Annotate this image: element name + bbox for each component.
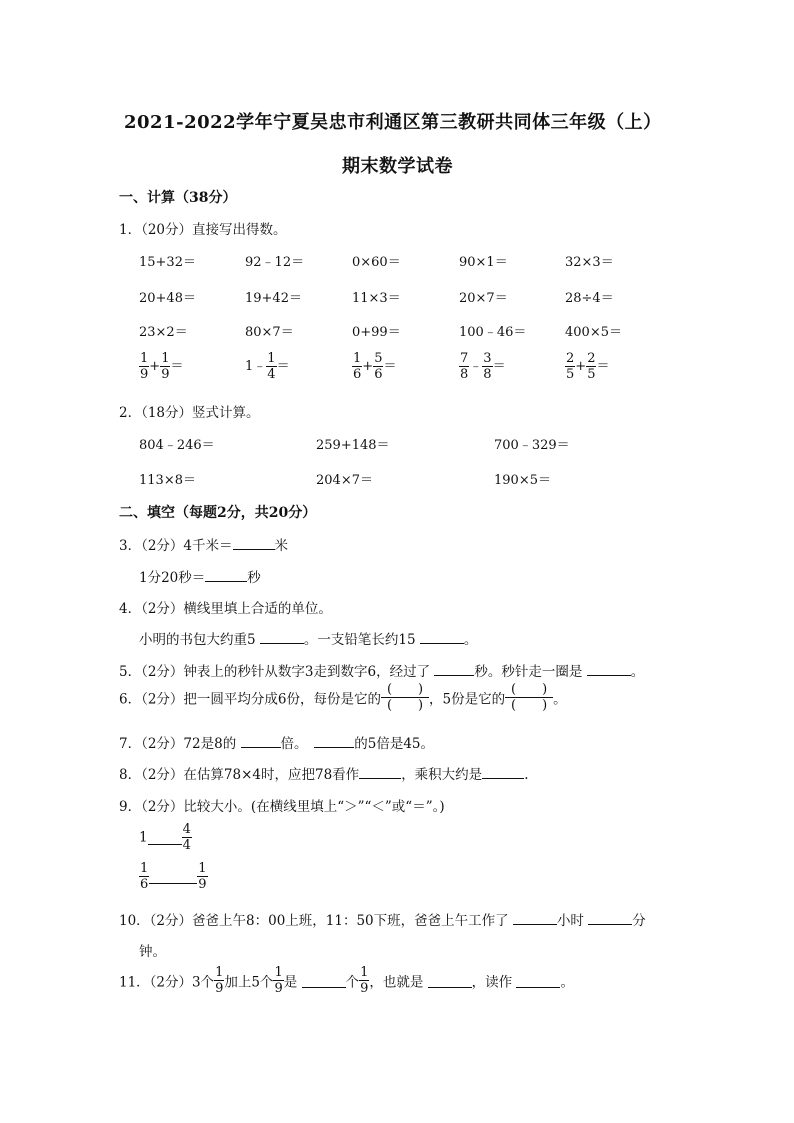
q1-fraction-item-3: $\frac{1}{6}$ + $\frac{5}{6}$ ＝: [353, 351, 397, 382]
q1-fraction-item-1: $\frac{1}{9}$ + $\frac{1}{9}$ ＝: [140, 351, 184, 382]
question-10-line-b: 钟。: [139, 944, 166, 960]
answer-blank[interactable]: [516, 973, 560, 988]
q1-item: 19+42＝: [245, 291, 302, 306]
q1-item: 15+32＝: [139, 255, 196, 270]
question-9-row-2: [139, 862, 208, 891]
q1-item: 23×2＝: [139, 325, 188, 340]
q2-item: 804﹣246＝: [139, 438, 215, 453]
q1-fraction-item-4: $\frac{7}{8}$ ﹣ $\frac{3}{8}$ ＝: [460, 351, 506, 382]
q1-item: 100﹣46＝: [459, 325, 527, 340]
question-5: 5．（2分）钟表上的秒针从数字3走到数字6，经过了 秒。秒针走一圈是 。: [119, 660, 644, 680]
q2-item: 204×7＝: [316, 473, 373, 488]
fraction: $\frac{1}{6}$: [140, 861, 149, 892]
q1-item: 28÷4＝: [565, 291, 614, 306]
q1-item: 90×1＝: [459, 255, 508, 270]
q2-item: 190×5＝: [494, 473, 551, 488]
answer-blank[interactable]: [314, 733, 354, 748]
answer-blank[interactable]: [482, 764, 524, 779]
question-4-stem: 4．（2分）横线里填上合适的单位。: [119, 601, 332, 617]
fraction: $\frac{1}{9}$: [161, 351, 170, 382]
answer-blank[interactable]: [420, 629, 464, 644]
q2-item: 700﹣329＝: [494, 438, 570, 453]
answer-blank[interactable]: [359, 764, 401, 779]
question-9-row-1: 1 $\frac{4}{4}$: [139, 822, 191, 853]
fraction: $\frac{1}{9}$: [198, 861, 207, 892]
fraction: $\frac{1}{6}$: [353, 351, 362, 382]
q1-item: 32×3＝: [565, 255, 614, 270]
q1-item: 92﹣12＝: [245, 255, 305, 270]
question-10-line-a: 10．（2分）爸爸上午8：00上班，11：50下班，爸爸上午工作了 小时 分: [119, 909, 646, 929]
answer-blank[interactable]: [513, 910, 557, 925]
question-6: 6．（2分）把一圆平均分成6份，每份是它的 $\frac{( )}{( )}$ ，5份是它的 $\frac{( )}{( )}$ 。: [119, 682, 567, 713]
q1-item: 0+99＝: [352, 325, 401, 340]
q1-item: 20+48＝: [139, 291, 196, 306]
fraction: $\frac{1}{4}$: [267, 351, 276, 382]
q1-item: 0×60＝: [352, 255, 401, 270]
question-9-stem: 9．（2分）比较大小。(在横线里填上“＞”“＜”或“＝”。): [119, 799, 445, 815]
question-3-line-a: 3．（2分）4千米＝ 米: [119, 534, 288, 554]
question-3-line-b: 1分20秒＝ 秒: [139, 566, 261, 586]
answer-blank[interactable]: [588, 910, 632, 925]
q1-fraction-item-2: 1﹣ $\frac{1}{4}$ ＝: [245, 351, 290, 382]
page-title-line1: 2021-2022学年宁夏吴忠市利通区第三教研共同体三年级（上）: [124, 112, 662, 133]
answer-blank[interactable]: [434, 661, 474, 676]
fraction: $\frac{2}{5}$: [566, 351, 575, 382]
q1-fraction-item-5: $\frac{2}{5}$ + $\frac{2}{5}$ ＝: [566, 351, 610, 382]
answer-blank[interactable]: [428, 973, 472, 988]
fraction-blank[interactable]: $\frac{( )}{( )}$: [381, 683, 429, 712]
section-heading-fill-in: 二、填空（每题2分，共20分）: [119, 505, 317, 521]
q1-item: 400×5＝: [565, 325, 622, 340]
answer-blank[interactable]: [587, 661, 631, 676]
fraction: $\frac{1}{9}$: [215, 965, 224, 996]
q1-item: 11×3＝: [352, 291, 401, 306]
question-7: 7．（2分）72是8的 倍。 的5倍是45。: [119, 732, 434, 752]
section-heading-calculation: 一、计算（38分）: [119, 190, 237, 206]
answer-blank[interactable]: [205, 567, 247, 582]
question-11: 11．（2分）3个 $\frac{1}{9}$ 加上5个 $\frac{1}{9}$ 是 个 $\frac{1}{9}$ ，也就是 ，读作 。: [119, 965, 574, 996]
page-title-line2: 期末数学试卷: [342, 156, 453, 177]
question-1-stem: 1．（20分）直接写出得数。: [119, 222, 287, 238]
fraction: $\frac{5}{6}$: [374, 351, 383, 382]
fraction: $\frac{7}{8}$: [460, 351, 469, 382]
fraction: $\frac{1}{9}$: [360, 965, 369, 996]
answer-blank[interactable]: [148, 830, 182, 845]
fraction: $\frac{3}{8}$: [483, 351, 492, 382]
answer-blank[interactable]: [302, 973, 346, 988]
answer-blank[interactable]: [149, 869, 197, 884]
fraction: $\frac{2}{5}$: [587, 351, 596, 382]
fraction-blank[interactable]: $\frac{( )}{( )}$: [505, 683, 553, 712]
q1-item: 20×7＝: [459, 291, 508, 306]
question-8: 8．（2分）在估算78×4时，应把78看作 ，乘积大约是 .: [119, 763, 528, 783]
answer-blank[interactable]: [241, 733, 281, 748]
answer-blank[interactable]: [260, 629, 304, 644]
fraction: $\frac{1}{9}$: [274, 965, 283, 996]
q2-item: 259+148＝: [316, 438, 390, 453]
question-2-stem: 2．（18分）竖式计算。: [119, 405, 260, 421]
answer-blank[interactable]: [233, 535, 275, 550]
q1-item: 80×7＝: [245, 325, 294, 340]
fraction: $\frac{1}{9}$: [140, 351, 149, 382]
q2-item: 113×8＝: [139, 473, 196, 488]
question-4-line: 小明的书包大约重5 。一支铅笔长约15 。: [139, 628, 477, 648]
fraction: $\frac{4}{4}$: [182, 822, 191, 853]
